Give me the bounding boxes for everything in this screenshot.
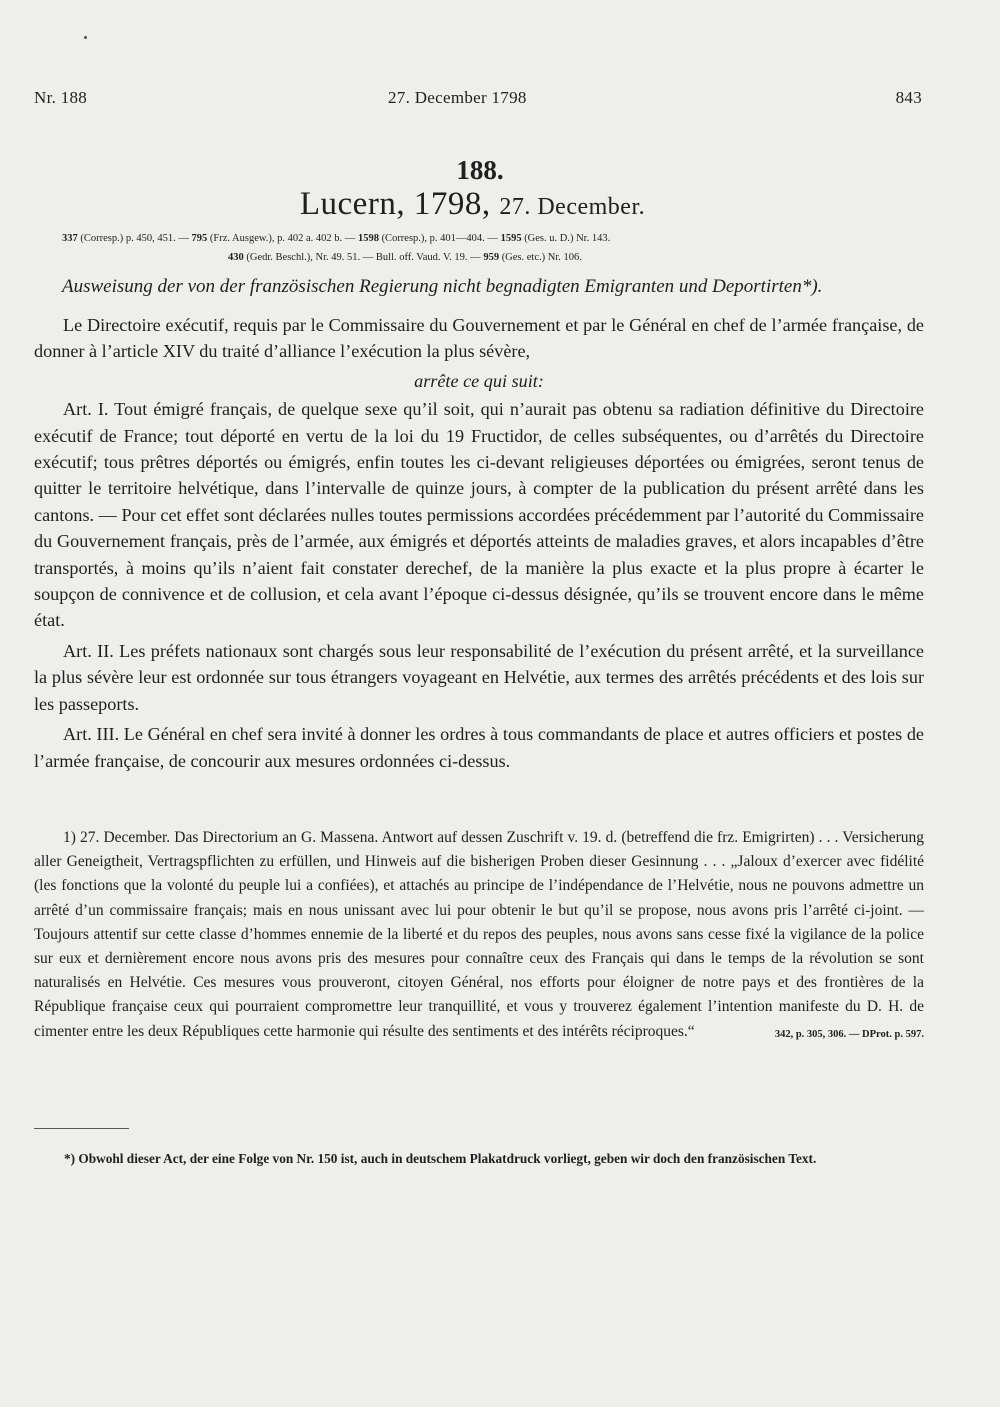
document-body bbox=[34, 312, 924, 774]
page-number: 843 bbox=[895, 88, 922, 107]
running-head-number: Nr. 188 bbox=[34, 88, 88, 107]
footnote-text: *) Obwohl dieser Act, der eine Folge von Nr. 150 ist, auch in deutschem Plakatdruck vorliegt, geben wir doch den französischen Text. bbox=[64, 1151, 817, 1166]
document-subject: Ausweisung der von der französischen Regierung nicht begnadigten Emigranten und Deportirten*). bbox=[62, 276, 823, 297]
reference-text: (Corresp.) p. 450, 451. — bbox=[80, 233, 189, 244]
article-1-paragraph: Art. I. Tout émigré français, de quelque sexe qu’il soit, qui n’aurait pas obtenu sa radiation définitive du Directoire exécutif de France; tout déporté en vertu de la loi du 19 Fructidor, de celles subséquentes, ou d’arrêtés du Directoire exécutif; tous prêtres déportés ou émigrés, enfin toutes les ci-devant religieuses déportées ou émigrées, seront tenus de quitter le territoire helvétique, dans l’intervalle de quinze jours, à compter de la publication du présent arrêté dans les cantons. — Pour cet effet sont déclarées nulles toutes permissions accordées précédemment par l’autorité du Commissaire du Gouvernement français, près de l’armée, aux émigrés et déportés atteints de maladies graves, et alors incapables d’être transportés, à moins qu’ils n’aient fait constater derechef, de la manière la plus exacte et la plus propre à écarter le soupçon de connivence et de collusion, et cela avant l’époque ci-dessus désignée, qu’ils se trouvent encore dans le même état. bbox=[34, 399, 924, 631]
footnote bbox=[34, 1148, 929, 1170]
preamble-paragraph: Le Directoire exécutif, requis par le Commissaire du Gouvernement et par le Général en chef de l’armée française, de donner à l’article XIV du traité d’alliance l’exécution la plus sévère, bbox=[34, 315, 924, 362]
references-line-1 bbox=[62, 229, 922, 248]
reference-number: 795 bbox=[191, 233, 208, 244]
note-paragraph bbox=[34, 826, 924, 1044]
reference-number: 959 bbox=[483, 252, 500, 263]
reference-number: 1598 bbox=[357, 233, 379, 244]
footnote-divider bbox=[34, 1128, 129, 1129]
reference-text: (Frz. Ausgew.), p. 402 a. 402 b. — bbox=[209, 233, 356, 244]
article-3-paragraph: Art. III. Le Général en chef sera invité à donner les ordres à tous commandants de place et autres officiers et postes de l’armée française, de concourir aux mesures ordonnées ci-dessus. bbox=[34, 724, 924, 771]
decree-formula: arrête ce qui suit: bbox=[414, 370, 544, 391]
reference-number: 337 bbox=[62, 233, 78, 244]
reference-number: 430 bbox=[228, 252, 244, 263]
heading-place-year: Lucern, 1798, bbox=[299, 186, 491, 222]
source-references bbox=[62, 229, 922, 267]
note-source: 342, p. 305, 306. — DProt. p. 597. bbox=[774, 1028, 924, 1040]
document-heading bbox=[0, 186, 945, 223]
reference-text: (Corresp.), p. 401—404. — bbox=[381, 233, 498, 244]
document-number: 188. bbox=[456, 155, 504, 185]
references-line-2 bbox=[62, 248, 922, 267]
running-head-date: 27. December 1798 bbox=[388, 88, 527, 107]
reference-text: (Gedr. Beschl.), Nr. 49. 51. — Bull. off. Vaud. V. 19. — bbox=[246, 252, 481, 263]
note-text: 1) 27. December. Das Directorium an G. Massena. Antwort auf dessen Zuschrift v. 19. d. (betreffend die frz. Emigrirten) . . . Versicherung aller Geneigtheit, Vertragspflichten zu erfüllen, und Hinweis auf die bisherigen Proben dieser Gesinnung . . . „Jaloux d’exercer avec fidélité (les fonctions que la volonté du peuple lui a confiées), et attachés au principe de l’indépendance de l’Helvétie, nous ne pouvons admettre un arrêté d’un commissaire français; mais en nous unissant avec lui pour obtenir le but qu’il se propose, nous avons pris l’arrêté ci-joint. — Toujours attentif sur cette classe d’hommes ennemie de la liberté et du repos des peuples, nous avons sans cesse fixé la vigilance de la police sur eux et dernièrement encore nous avons pris des mesures pour connaître ceux des Français qui dans le temps de la révolution se sont naturalisés en Helvétie. Ces mesures vous prouveront, citoyen Général, nos efforts pour éloigner de notre pays et des frontières de la République française ceux qui pourraient compromettre leur tranquillité, et vous y trouverez également l’intention manifeste du D. H. de cimenter entre les deux Républiques cette harmonie qui résulte des sentiments et des intérêts réciproques.“ bbox=[34, 829, 924, 1040]
print-speck bbox=[84, 36, 87, 39]
reference-number: 1595 bbox=[500, 233, 522, 244]
article-2-paragraph: Art. II. Les préfets nationaux sont chargés sous leur responsabilité de l’exécution du présent arrêté, et la surveillance la plus sévère leur est ordonnée sur tous étrangers voyageant en Helvétie, aux termes des arrêtés précédents et des lois sur les passeports. bbox=[34, 640, 924, 714]
reference-text: (Ges. etc.) Nr. 106. bbox=[501, 252, 582, 263]
heading-date: 27. December. bbox=[499, 194, 646, 220]
editorial-note bbox=[34, 826, 924, 1047]
reference-text: (Ges. u. D.) Nr. 143. bbox=[524, 233, 611, 244]
